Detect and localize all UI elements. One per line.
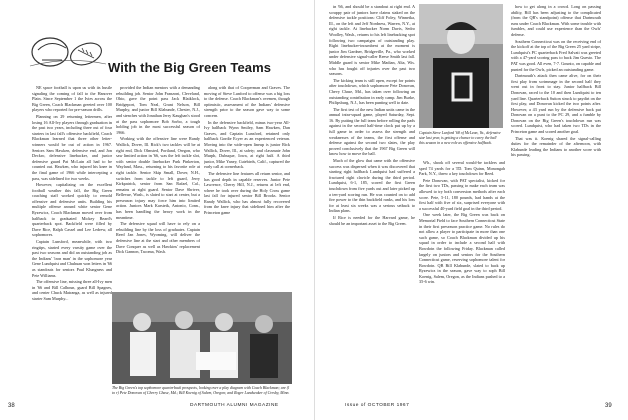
paragraph: along with that of Cooperman and Graves. The moving of Steve Lunford to offense was a big loss to the defense. Coach Blackman's ovemen, though optimistic, assessment of the Indians' defensive strength prior to the season gave way to some concern. [204,85,290,118]
paragraph: However, capitalizing on the excellent football weather this fall, the Big Green coaching staff worked quickly to remold offensive and defensive units. Building his multiple offense around white senior Gene Ryzewicz, Coach Blackman moved over from halfback to graduated Mickey Beard's quarterback spot. Backfield were filled by Dave Rice, Ralph Cassel and Lee Ledrew, all sophomores. [32,182,112,238]
paragraph: provided the Indian mentors with a demanding rebuilding job. Senior John Franzoni, Cleveland, Ohio, gave the point pass Jack Blaiklock, Bridgeport, Tom Neal, Grant Nelson, Bill Murphy, and junior Bill Klabunde, Chester, N.J., and stenches with Jonathan Jerry Kaughan's stood at the pass sophomore Bob Sorbo, a tough holding job in the most successful season of 1966. [116,85,200,135]
paragraph: how to get along in a crowd. Long on passing ability, Bill has been adjusting to the complicated (from the QB's standpoint) offense that Dartmouth runs under Coach Blackman. With some trouble with fumbles, and could use experience than the Owls' defense. [511,4,601,37]
football-helmet-illustration [28,30,108,70]
paragraph: The defensive squad will have to rely on a rebuilding line by the loss of graduates. Captain Reed Jan Jones, Wyoming, will deliver the defensive line at the start and other members of Dave Conquer as well as Hawkins' replacement Dick Gannon, Tacoma, Wash. [116,221,200,255]
left-column-2 [116,85,200,289]
paragraph: Pete Donovan, with PAT specialist, kicked for the first two TDs, passing to make each team was allowed to try both conversion methods after each score. Pete, 5-11, 180 pounds, had hands at the first half with five of six, surprised everyone with a successful 40-yard field goal in the third period. [419,177,505,211]
paragraph: Captain Lunsford, meanwhile, with two ringtips, started every varsity game over the past two seasons and did an outstanding job as the Indians' 'iron man' in the sophomore year Gene Lundquist and Chuhuan won letters in '66 as standouts for seniors Paul Klungness and Pete Williams. [32,239,112,278]
captain-photo-caption: Captain Steve Lunford '68 of McLean, Va., defensive star last year, is getting a chance to carry the ball this season in a new role as offensive halfback. [419,131,501,145]
paragraph: Southern Connecticut was on the receiving end of the kickoff at the top of the Big Green 25 yard stripe, Lundquist's PC quarterback Fred Salvati was greeted with a 47-yard scoring pass to back Jim Guesto. The PAT was good. All even, 7-7. Gounto, on capable and punted for the Owls, picked an outstanding game. [511,38,601,72]
team-photo [112,292,292,384]
right-column-3 [511,4,601,394]
paragraph: The defensive line features all return senior, and has good depth in capable reserves. Junior Pete Lawrence, Cherry Hill, N.J., returns at left end, where he took over during the Holy Cross game last fall for injured senior Bill Brooks. Senior Randy Wallick, who has almost fully recovered from the knee injury that sidelined him after the Princeton game [204,170,290,216]
right-column-2-lower [419,160,505,394]
page-number: 39 [605,403,612,409]
issue-footer: Issue of OCTOBER 1967 [345,403,410,408]
paragraph: One week later, the Big Green was back on Memorial Field to face Southern Connecticut State in their first preseason practice game. No rules do not allow a player to participate in more than one such game, so Coach Blackman divided up his squad in order to include a second half with Bowdoin the following Friday. Blackman called largely on juniors and seniors for the Southern Connecticut game, reserving sophomore talent for Bowdoin. QB Bill Klabunde, slated to back up Ryzewicz in the season, gave way to soph Bill Koenig, Salem, Oregon, as the Indians pushed to a 35-6 win. [419,212,505,285]
right-page [314,0,628,420]
paragraph: The offensive line, missing three all-Ivy men in '66 and Bill Calhoun, guard Bill Spagnes, and center Chuck Matranga, as well as injured starter Sam Murphy... [32,279,112,301]
paragraph: In the defensive backfield, minus two-year All-Ivy halfback Wynn Smiley, Sam Hawken, Dan Graves, and Captain Lunsford, retained only halfback Gordie Ecyer as an experienced veteran. Moving into the wide-open lineup is junior Rick Wallick, Dover, Ill., at safety; and classmate John Murph, Dubuque, Iowa, at right half. A third junior, Mike Yaney, Cutebirds, Calif., captured the early call at cornerback. [204,119,290,170]
paragraph: Dartmouth's attack then came alive, for on their first play from scrimmage in the second half they went out in front to stay. Junior halfback Bill Donovan, raced to the 10 and then Lundquist to ten yard line. Quarterback Sutton struck to paydirt on the first play, and Donovan kicked the two points after. However, a 43 yard run by the defensive back put Donovan on a punt to the PC 29, and a fumble by Donovan on the Big Green's touchdown run was scored. Lundquist, who had taken two TDs in the Princeton game and scored another goal. [511,73,601,135]
paragraph: Working with the offensive line were Randy Wallick, Dover, Ill. Rick's two tackles will be at right end, Dick Olmsted, Portland, Oregon, who saw limited action in '66, was the left tackle slot, with senior double linebacker Park Pinkerton, Wayland, Mass., returning to his favorite role at right tackle. Senior Skip Small, Dover, N.H., switches from tackle to left guard, Jerry Kirkpatrick, senior from San Rafael, Cal., remains at right guard. Senior Dave Shriver, Bellevue, Wash., is slated to start at center, but a preseason injury may force him into limited action. Juniors Mark Karsteik, Antonio, Conn., has been handling the heavy work in the meantime. [116,136,200,220]
paragraph: Wh., shook off several would-be tacklers and sped 74 yards for a TD. Tom Quinn, Monongah Park, N.Y., threw a key touchdown for Reed. [419,160,505,177]
article-headline: With the Big Green Teams [108,60,272,75]
captain-photo [419,4,503,128]
paragraph: The kicking team is still open, except for points after touchdown, which sophomore Pete Donovan, Chevy Chase, Md., has taken over following an outstanding contribution in early camp. Jim Burke, Philipsburg, N.J., has been punting well to date. [329,77,415,106]
paragraph: Planning on 29 returning lettermen, after losing 16 All-Ivy players through graduation in the past two years, including three out of four starters in last fall's offensive backfield, Coach Blackman learned that three other letter-winners would be out of action in 1967. Seniors Sam Hawken, defensive end, and Jon Deckro, defensive linebacker, and junior defensive guard Pat McLain all had to be counted out. Hawken, who injured his knee in the final game of 1966 while intercepting a pass, was sidelined for two weeks. [32,113,112,181]
paragraph: That was it. Koenig shared the signal-calling duties for the remainder of the afternoon, with Klabunde leading the Indians to another score with his passing. [511,135,601,158]
captain-photo-image [419,4,503,128]
photo-caption: The Big Green's top sophomore quarterback prospects, looking over a play diagram with Coach Blackman; are (l to r) Pete Donovan of Cherry Chase, Md.; Bill Koenig of Salem, Oregon; and Roger Landseaker of Cresby, Minn. [112,386,290,395]
right-column-1 [329,4,415,394]
paragraph: The first test of the new Indian units came in the annual intra-squad game, played Saturday, Sept. 16. By putting the full team before rolling the pads against in the second half-time clock put up by a full game in order to assess the strength and weaknesses of the teams, the first offense and defense against the second two slates, the play proved conclusively that the 1967 Big Green will know how to move the ball. [329,106,415,157]
page-number: 38 [8,403,15,409]
paragraph: in '66, and should be a standout at right end. A scrappy pair of juniors have claims staked on the defensive tackle positions: Cliff Foley, Winnetka, Ill., on the left and Jeff Nordness, Warren, N.Y., at right tackle. At linebacker Norm Davis, Sedro Woolley, Wash., returns to his left linebacking spot following two campaigns of outstanding play. Right linebacker-incumbent at the moment is junior Jim Gardner, Bridgeville, Pa., who worked under defensive signal-caller Reese Smith last fall. Middle guard is senior Mike Madian, Alta, Wis. who has fought off injuries over the past two seasons. [329,4,415,77]
players-photo-image [112,292,292,384]
left-column-3 [204,85,290,289]
paragraph: If Rice is needed for the Harvard game, he should be an important asset to the Big Green. [329,214,415,226]
paragraph: Much of the glow that came with the offensive success was dispersed when it was discovered that starting right halfback Lundquist had suffered a fractured right clavicle during the third period. Lundquist, 6-1, 185, scored the first Green touchdown from five yards out and later picked up a ten-yard scoring run. He was counted on to add fire power to the thin backfield ranks, and his loss for at least six weeks was a serious setback to Indian plans. [329,158,415,214]
paragraph: NE space football is upon us with its hustle signaling the coming of fall to the Hanover Plain. Since September 1 the Ivies across the Big Green, Coach Blackman greeted over 100 players who reported for pre-season drills. [32,85,112,113]
left-column-1 [32,85,112,390]
magazine-footer: DARTMOUTH ALUMNI MAGAZINE [190,403,279,408]
